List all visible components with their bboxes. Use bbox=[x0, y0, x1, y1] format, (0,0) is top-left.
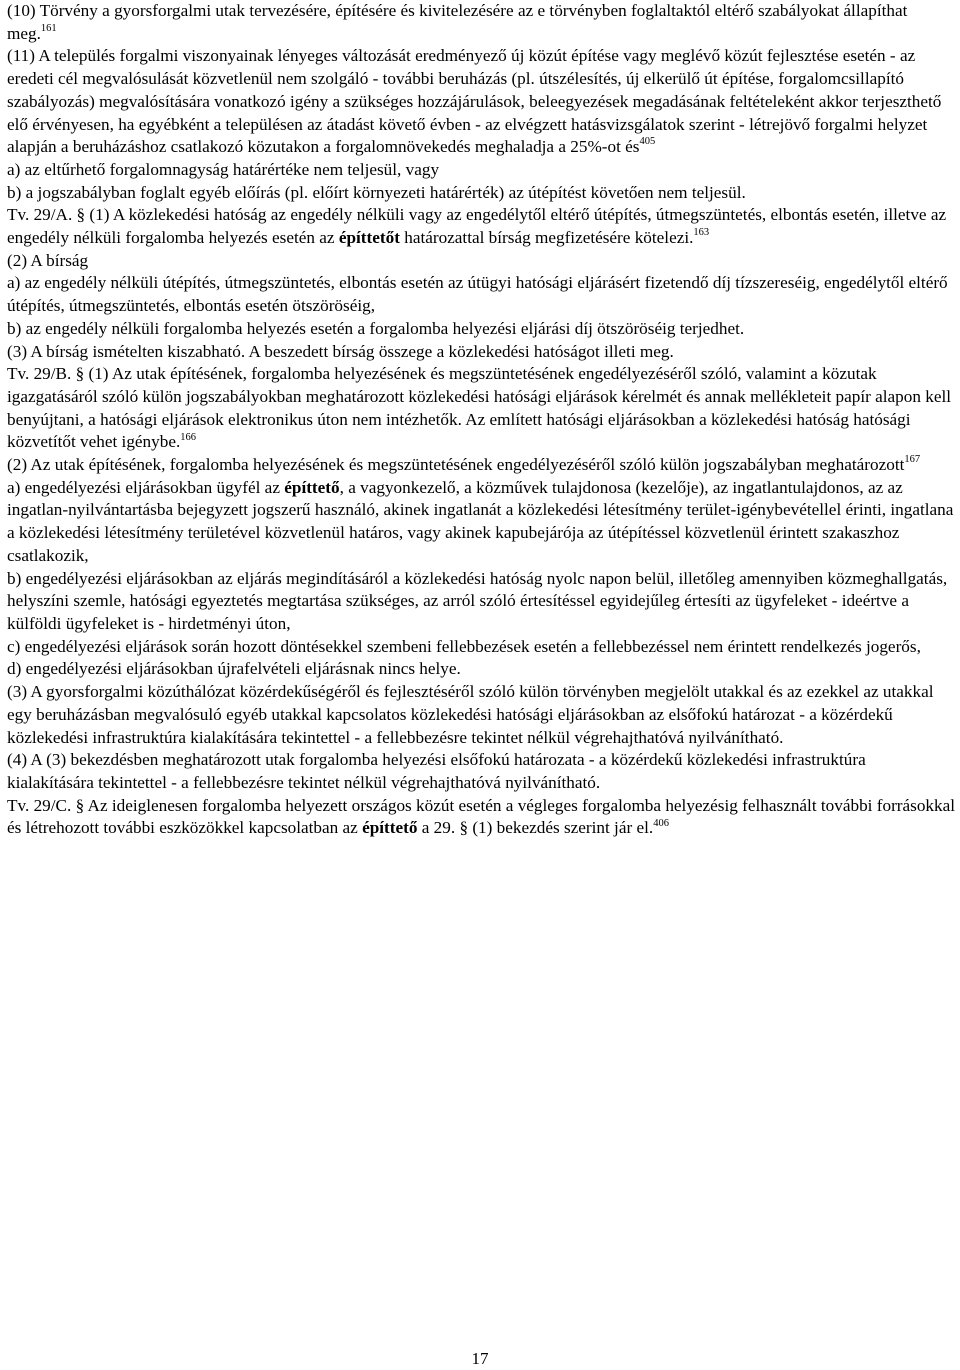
paragraph-text: (3) A bírság ismételten kiszabható. A beszedett bírság összege a közlekedési hatóságot illeti meg. bbox=[7, 341, 674, 361]
paragraph bbox=[7, 477, 955, 568]
footnote-ref: 161 bbox=[40, 22, 57, 34]
paragraph-text: a) az engedély nélküli útépítés, útmegszüntetés, elbontás esetén az útügyi hatósági eljárásért fizetendő díj tízszereséig, engedélytől eltérő útépítés, útmegszüntetés, elbontás esetén ötszöröséig, bbox=[7, 273, 948, 316]
paragraph-text: (2) Az utak építésének, forgalomba helyezésének és megszüntetésének engedélyezéséről szóló külön jogszabályban meghatározott bbox=[7, 455, 905, 475]
paragraph-text: Tv. 29/B. § (1) Az utak építésének, forgalomba helyezésének és megszüntetésének engedélyezéséről szóló, valamint a közutak igazgatásáról szóló külön jogszabályokban meghatározott közlekedési hatósági eljárások kérelmét és annak mellékleteit papír alapon kell benyújtani, a hatósági eljárások elektronikus úton nem intézhetők. Az említett hatósági eljárásokban a közlekedési hatóság hatósági közvetítőt vehet igénybe. bbox=[7, 364, 952, 452]
paragraph-text: (2) A bírság bbox=[7, 250, 89, 270]
paragraph bbox=[7, 658, 955, 681]
document-body bbox=[7, 0, 955, 840]
paragraph bbox=[7, 182, 955, 205]
paragraph bbox=[7, 45, 955, 159]
paragraph bbox=[7, 204, 955, 249]
paragraph-text: (4) A (3) bekezdésben meghatározott utak forgalomba helyezési elsőfokú határozata - a közérdekű közlekedési infrastruktúra kialakítására tekintettel - a fellebbezésre tekintet nélkül végrehajthatóvá nyilvánítható. bbox=[7, 750, 866, 792]
paragraph-text: a) engedélyezési eljárásokban ügyfél az bbox=[7, 477, 285, 497]
paragraph-text: (3) A gyorsforgalmi közúthálózat közérdekűségéről és fejlesztéséről szóló külön törvényben megjelölt utakkal és az ezekkel az utakkal egy beruházásban megvalósuló egyéb utakkal kapcsolatos közlekedési hatósági eljárásokban az elsőfokú határozat - a közérdekű közlekedési infrastruktúra kialakítására tekintettel - a fellebbezésre tekintet nélkül végrehajthatóvá nyilvánítható. bbox=[7, 682, 934, 747]
paragraph bbox=[7, 749, 955, 794]
paragraph-text: a) az eltűrhető forgalomnagyság határértéke nem teljesül, vagy bbox=[7, 159, 440, 179]
bold-term: építtető bbox=[284, 477, 340, 497]
paragraph-text: a 29. § (1) bekezdés szerint jár el. bbox=[417, 818, 654, 838]
paragraph bbox=[7, 250, 955, 273]
paragraph-text: határozattal bírság megfizetésére kötelezi. bbox=[399, 228, 694, 248]
footnote-ref: 166 bbox=[180, 431, 197, 443]
footnote-ref: 167 bbox=[904, 454, 921, 466]
paragraph-text: b) engedélyezési eljárásokban az eljárás megindításáról a közlekedési hatóság nyolc napon belül, illetőleg amennyiben közmeghallgatás, helyszíni szemle, hatósági egyeztetés megtartása szükséges, az arról szóló értesítéssel egyidejűleg értesíti az ügyfeleket - ideértve a külföldi ügyfeleket is - hirdetményi úton, bbox=[7, 568, 948, 633]
paragraph bbox=[7, 636, 955, 659]
paragraph-text: b) a jogszabályban foglalt egyéb előírás (pl. előírt környezeti határérték) az útépítést követően nem teljesül. bbox=[7, 182, 746, 202]
paragraph bbox=[7, 0, 955, 45]
bold-term: építtetőt bbox=[338, 228, 400, 248]
paragraph-text: (11) A település forgalmi viszonyainak lényeges változását eredményező új közút építése vagy meglévő közút fejlesztése esetén - az eredeti cél megvalósulását közvetlenül nem szolgáló - további beruházás (pl. útszélesítés, új elkerülő út építése, forgalomcsillapító szabályozás) megvalósítására vonatkozó igény a szükséges hozzájárulások, beleegyezések megadásának feltételeként akkor terjeszthető elő érvényesen, ha egyébként a településen az átadást követő évben - az elvégzett hatásvizsgálatok szerint - létrejövő forgalmi helyzet alapján a beruházáshoz csatlakozó közutakon a forgalomnövekedés meghaladja a 25%-ot és bbox=[7, 46, 942, 157]
footnote-ref: 405 bbox=[639, 136, 656, 148]
paragraph bbox=[7, 159, 955, 182]
paragraph-text: , a vagyonkezelő, a közművek tulajdonosa (kezelője), az ingatlantulajdonos, az az ingatlan-nyilvántartásba bejegyzett jogszerű használó, akinek ingatlanát a közlekedési létesítmény terület-igénybevétellel érinti, ingatlana a közlekedési létesítmény területével közvetlenül határos, vagy akinek kapubejárója az útépítéssel közvetlenül érintett szakaszhoz csatlakozik, bbox=[7, 477, 954, 565]
footnote-ref: 163 bbox=[693, 227, 710, 239]
paragraph-text: b) az engedély nélküli forgalomba helyezés esetén a forgalomba helyezési eljárási díj ötszöröséig terjedhet. bbox=[7, 318, 745, 338]
paragraph-text: d) engedélyezési eljárásokban újrafelvételi eljárásnak nincs helye. bbox=[7, 659, 461, 679]
paragraph bbox=[7, 568, 955, 636]
paragraph-text: (10) Törvény a gyorsforgalmi utak tervezésére, építésére és kivitelezésére az e törvényben foglaltaktól eltérő szabályokat állapíthat meg. bbox=[7, 1, 908, 43]
paragraph-text: Tv. 29/A. § (1) A közlekedési hatóság az engedély nélküli vagy az engedélytől eltérő útépítés, útmegszüntetés, elbontás esetén, illetve az engedély nélküli forgalomba helyezés esetén az bbox=[7, 205, 947, 248]
paragraph bbox=[7, 272, 955, 317]
paragraph bbox=[7, 341, 955, 364]
paragraph bbox=[7, 454, 955, 477]
paragraph bbox=[7, 363, 955, 454]
bold-term: építtető bbox=[362, 818, 418, 838]
paragraph-text: c) engedélyezési eljárások során hozott döntésekkel szembeni fellebbezések esetén a fellebbezéssel nem érintett rendelkezés jogerős, bbox=[7, 636, 921, 656]
paragraph bbox=[7, 681, 955, 749]
footnote-ref: 406 bbox=[653, 817, 669, 829]
paragraph bbox=[7, 795, 955, 840]
paragraph bbox=[7, 318, 955, 341]
paragraph-text: Tv. 29/C. § Az ideiglenesen forgalomba helyezett országos közút esetén a végleges forgalomba helyezésig felhasznált további forrásokkal és létrehozott további eszközökkel kapcsolatban az bbox=[7, 795, 956, 838]
page-number: 17 bbox=[471, 1349, 489, 1368]
